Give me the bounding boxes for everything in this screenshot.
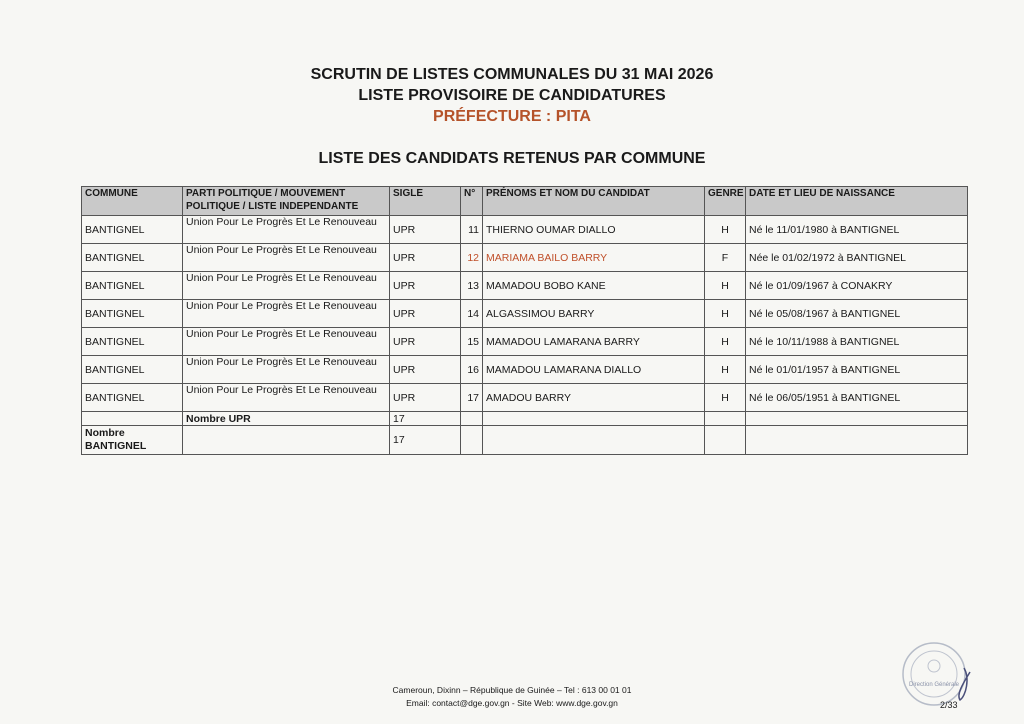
cell-genre: H xyxy=(705,216,746,244)
cell-genre: H xyxy=(705,356,746,384)
cell-commune: BANTIGNEL xyxy=(82,356,183,384)
cell-naissance: Né le 10/11/1988 à BANTIGNEL xyxy=(746,328,968,356)
cell-empty xyxy=(746,412,968,426)
col-header-naissance: DATE ET LIEU DE NAISSANCE xyxy=(746,187,968,216)
cell-num: 14 xyxy=(461,300,483,328)
col-header-commune: COMMUNE xyxy=(82,187,183,216)
title-line-1: SCRUTIN DE LISTES COMMUNALES DU 31 MAI 2026 xyxy=(310,66,714,83)
cell-empty xyxy=(82,412,183,426)
cell-empty xyxy=(483,412,705,426)
cell-genre: F xyxy=(705,244,746,272)
col-header-sigle: SIGLE xyxy=(390,187,461,216)
cell-sigle: UPR xyxy=(390,244,461,272)
table-row xyxy=(82,328,968,356)
cell-naissance: Né le 05/08/1967 à BANTIGNEL xyxy=(746,300,968,328)
page-number: 2/33 xyxy=(940,700,958,710)
cell-naissance: Né le 01/01/1957 à BANTIGNEL xyxy=(746,356,968,384)
table-header-row xyxy=(82,187,968,216)
cell-empty xyxy=(461,412,483,426)
cell-genre: H xyxy=(705,300,746,328)
cell-naissance: Né le 11/01/1980 à BANTIGNEL xyxy=(746,216,968,244)
cell-empty xyxy=(746,426,968,455)
cell-sigle: UPR xyxy=(390,272,461,300)
official-stamp-icon xyxy=(884,638,974,706)
cell-commune: BANTIGNEL xyxy=(82,216,183,244)
cell-nom: MAMADOU BOBO KANE xyxy=(483,272,705,300)
cell-nom: MAMADOU LAMARANA DIALLO xyxy=(483,356,705,384)
cell-sigle: UPR xyxy=(390,216,461,244)
col-header-genre: GENRE xyxy=(705,187,746,216)
cell-sigle: UPR xyxy=(390,300,461,328)
cell-sigle: UPR xyxy=(390,328,461,356)
cell-sigle: UPR xyxy=(390,384,461,412)
party-total-label: Nombre UPR xyxy=(183,412,390,426)
candidates-table xyxy=(81,186,968,455)
party-total-value: 17 xyxy=(390,412,461,426)
cell-nom: MAMADOU LAMARANA BARRY xyxy=(483,328,705,356)
cell-genre: H xyxy=(705,272,746,300)
cell-parti: Union Pour Le Progrès Et Le Renouveau xyxy=(183,244,390,272)
cell-num: 16 xyxy=(461,356,483,384)
cell-empty xyxy=(183,426,390,455)
cell-naissance: Né le 06/05/1951 à BANTIGNEL xyxy=(746,384,968,412)
cell-sigle: UPR xyxy=(390,356,461,384)
cell-num: 17 xyxy=(461,384,483,412)
table-row xyxy=(82,384,968,412)
cell-commune: BANTIGNEL xyxy=(82,384,183,412)
section-title: LISTE DES CANDIDATS RETENUS PAR COMMUNE xyxy=(318,150,706,167)
footer-address: Cameroun, Dixinn – République de Guinée – Tel : 613 00 01 01 xyxy=(392,685,632,695)
col-header-num: N° xyxy=(461,187,483,216)
cell-num: 13 xyxy=(461,272,483,300)
party-total-row xyxy=(82,412,968,426)
page-footer xyxy=(0,684,1024,710)
cell-commune: BANTIGNEL xyxy=(82,328,183,356)
cell-num: 12 xyxy=(461,244,483,272)
cell-nom: ALGASSIMOU BARRY xyxy=(483,300,705,328)
cell-nom: THIERNO OUMAR DIALLO xyxy=(483,216,705,244)
table-row xyxy=(82,356,968,384)
col-header-nom: PRÉNOMS ET NOM DU CANDIDAT xyxy=(483,187,705,216)
cell-commune: BANTIGNEL xyxy=(82,244,183,272)
commune-total-label: Nombre BANTIGNEL xyxy=(82,426,183,455)
cell-naissance: Né le 01/09/1967 à CONAKRY xyxy=(746,272,968,300)
table-row xyxy=(82,300,968,328)
stamp-text: Direction Générale xyxy=(908,682,960,688)
cell-genre: H xyxy=(705,328,746,356)
cell-parti: Union Pour Le Progrès Et Le Renouveau xyxy=(183,216,390,244)
cell-commune: BANTIGNEL xyxy=(82,300,183,328)
cell-naissance: Née le 01/02/1972 à BANTIGNEL xyxy=(746,244,968,272)
title-line-2: LISTE PROVISOIRE DE CANDIDATURES xyxy=(358,87,666,104)
cell-empty xyxy=(461,426,483,455)
cell-parti: Union Pour Le Progrès Et Le Renouveau xyxy=(183,356,390,384)
cell-parti: Union Pour Le Progrès Et Le Renouveau xyxy=(183,272,390,300)
cell-commune: BANTIGNEL xyxy=(82,272,183,300)
table-row xyxy=(82,216,968,244)
commune-total-row xyxy=(82,426,968,455)
cell-empty xyxy=(705,426,746,455)
col-header-parti: PARTI POLITIQUE / MOUVEMENT POLITIQUE / LISTE INDEPENDANTE xyxy=(183,187,390,216)
cell-parti: Union Pour Le Progrès Et Le Renouveau xyxy=(183,300,390,328)
cell-empty xyxy=(483,426,705,455)
cell-parti: Union Pour Le Progrès Et Le Renouveau xyxy=(183,328,390,356)
cell-nom: AMADOU BARRY xyxy=(483,384,705,412)
cell-num: 15 xyxy=(461,328,483,356)
commune-total-value: 17 xyxy=(390,426,461,455)
cell-empty xyxy=(705,412,746,426)
footer-contact: Email: contact@dge.gov.gn - Site Web: www.dge.gov.gn xyxy=(406,698,618,708)
prefecture-title: PRÉFECTURE : PITA xyxy=(433,108,591,125)
cell-genre: H xyxy=(705,384,746,412)
cell-parti: Union Pour Le Progrès Et Le Renouveau xyxy=(183,384,390,412)
document-header xyxy=(0,64,1024,127)
table-row xyxy=(82,244,968,272)
table-row xyxy=(82,272,968,300)
cell-nom: MARIAMA BAILO BARRY xyxy=(483,244,705,272)
cell-num: 11 xyxy=(461,216,483,244)
